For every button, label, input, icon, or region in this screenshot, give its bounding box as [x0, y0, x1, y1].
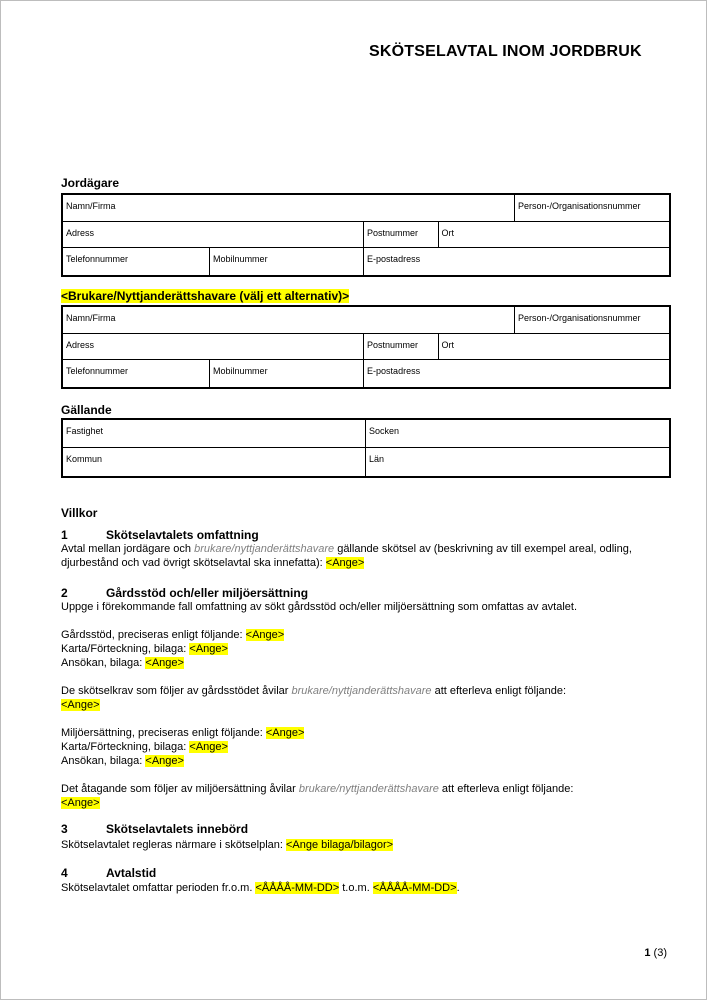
table-row [63, 307, 669, 334]
form-line [61, 726, 667, 740]
field-adress[interactable] [63, 334, 364, 360]
brukare-heading [61, 289, 349, 303]
field-epostadress[interactable] [364, 360, 669, 387]
ange-placeholder[interactable]: <Ange> [145, 755, 184, 767]
table-row [63, 195, 669, 222]
ange-placeholder[interactable]: <Ange> [189, 643, 228, 655]
field-label: Telefonnummer [66, 366, 129, 376]
body-text: . [456, 882, 460, 894]
body-text: t.o.m. [339, 882, 373, 894]
table-row [63, 448, 669, 476]
form-line [61, 740, 667, 754]
field-label: Postnummer [367, 227, 419, 238]
section-4-heading [61, 866, 156, 880]
body-line [61, 698, 667, 712]
field-person-org-nr[interactable] [515, 307, 669, 333]
section-number: 4 [61, 866, 68, 880]
brukare-heading-highlight: <Brukare/Nyttjanderättshavare (välj ett alternativ)> [61, 289, 350, 303]
field-label: E-postadress [367, 366, 421, 376]
ange-placeholder[interactable]: <Ange> [265, 727, 305, 739]
field-label: Fastighet [66, 426, 104, 436]
field-fastighet[interactable] [63, 420, 366, 447]
jordagare-table [61, 193, 671, 277]
field-socken[interactable] [366, 420, 669, 447]
line-label: Gårdsstöd, preciseras enligt följande: [61, 629, 246, 641]
body-text: gällande skötsel av (beskrivning av till exempel areal, odling, djurbestånd och vad övrigt skötselavtal ska innefatta): [61, 543, 632, 569]
field-label: Adress [66, 227, 95, 238]
gardsstod-krav-paragraph [61, 684, 667, 712]
field-postnummer[interactable] [364, 334, 439, 360]
ange-placeholder[interactable]: <Ange> [189, 741, 228, 753]
field-label: Ort [441, 227, 455, 238]
field-label: Namn/Firma [66, 201, 116, 211]
field-epostadress[interactable] [364, 248, 669, 275]
field-mobilnummer[interactable] [210, 360, 364, 387]
body-text: De skötselkrav som följer av gårdsstödet åvilar [61, 685, 292, 697]
body-text: att efterleva enligt följande: [431, 685, 567, 697]
jordagare-heading: Jordägare [61, 176, 120, 190]
section-title: Skötselavtalets innebörd [106, 822, 249, 836]
date-to-placeholder[interactable]: <ÅÅÅÅ-MM-DD> [372, 882, 457, 894]
body-text: att efterleva enligt följande: [438, 783, 574, 795]
line-label: Miljöersättning, preciseras enligt följande: [61, 727, 266, 739]
ange-placeholder[interactable]: <Ange> [61, 699, 100, 711]
page-number-footer [601, 947, 667, 959]
section-1-heading [61, 528, 259, 542]
field-label: Mobilnummer [213, 366, 268, 376]
field-label: Ort [441, 339, 455, 350]
miljo-lines [61, 726, 667, 768]
line-label: Ansökan, bilaga: [61, 657, 146, 669]
field-ort[interactable] [439, 334, 669, 360]
section-number: 3 [61, 822, 68, 836]
field-label: Län [369, 454, 385, 464]
field-label: Socken [369, 426, 400, 436]
field-label: Adress [66, 339, 95, 350]
body-text: Det åtagande som följer av miljöersättning åvilar [61, 783, 299, 795]
section-title: Avtalstid [106, 866, 157, 880]
line-label: Ansökan, bilaga: [61, 755, 146, 767]
section-number: 2 [61, 586, 68, 600]
section-3-body [61, 838, 667, 852]
field-label: Telefonnummer [66, 254, 129, 264]
body-line [61, 684, 667, 698]
line-label: Karta/Förteckning, bilaga: [61, 741, 190, 753]
field-label: Mobilnummer [213, 254, 268, 264]
field-lan[interactable] [366, 448, 669, 476]
section-1-body [61, 542, 667, 570]
page-total: (3) [653, 947, 667, 959]
field-label: Namn/Firma [66, 313, 116, 323]
field-telefonnummer[interactable] [63, 248, 210, 275]
field-postnummer[interactable] [364, 222, 439, 248]
field-label: Postnummer [367, 339, 419, 350]
body-text-italic: brukare/nyttjanderättshavare [194, 543, 335, 555]
body-text-italic: brukare/nyttjanderättshavare [298, 783, 439, 795]
form-line [61, 656, 667, 670]
ange-placeholder[interactable]: <Ange> [145, 657, 184, 669]
section-title: Gårdsstöd och/eller miljöersättning [106, 586, 309, 600]
field-mobilnummer[interactable] [210, 248, 364, 275]
table-row [63, 222, 669, 249]
form-line [61, 754, 667, 768]
line-label: Karta/Förteckning, bilaga: [61, 643, 190, 655]
body-text: Skötselavtalet omfattar perioden fr.o.m. [61, 882, 256, 894]
ange-placeholder[interactable]: <Ange> [61, 797, 100, 809]
field-kommun[interactable] [63, 448, 366, 476]
form-line [61, 628, 667, 642]
field-label: E-postadress [367, 254, 421, 264]
body-text: Skötselavtalet regleras närmare i skötselplan: [61, 839, 286, 851]
section-2-heading [61, 586, 308, 600]
table-row [63, 360, 669, 387]
field-person-org-nr[interactable] [515, 195, 669, 221]
document-title: SKÖTSELAVTAL INOM JORDBRUK [369, 43, 642, 60]
ange-placeholder[interactable]: <Ange bilaga/bilagor> [286, 839, 394, 851]
body-text: Avtal mellan jordägare och [61, 543, 195, 555]
field-ort[interactable] [439, 222, 669, 248]
field-namn-firma[interactable] [63, 307, 515, 333]
section-2-intro: Uppge i förekommande fall omfattning av sökt gårdsstöd och/eller miljöersättning som omfattas av avtalet. [61, 601, 578, 613]
body-line [61, 782, 667, 796]
field-adress[interactable] [63, 222, 364, 248]
body-text-italic: brukare/nyttjanderättshavare [291, 685, 432, 697]
section-title: Skötselavtalets omfattning [106, 528, 259, 542]
table-row [63, 420, 669, 448]
gardsstod-lines [61, 628, 667, 670]
field-namn-firma[interactable] [63, 195, 515, 221]
table-row [63, 334, 669, 361]
field-telefonnummer[interactable] [63, 360, 210, 387]
section-4-body [61, 881, 667, 895]
gallande-heading: Gällande [61, 403, 112, 417]
page-number: 1 [644, 947, 651, 959]
ange-placeholder[interactable]: <Ange> [245, 629, 285, 641]
gallande-table [61, 418, 671, 478]
field-label: Person-/Organisationsnummer [518, 313, 641, 323]
date-from-placeholder[interactable]: <ÅÅÅÅ-MM-DD> [255, 882, 340, 894]
form-line [61, 642, 667, 656]
ange-placeholder[interactable]: <Ange> [325, 557, 365, 569]
section-3-heading [61, 822, 248, 836]
villkor-heading: Villkor [61, 506, 98, 520]
section-number: 1 [61, 528, 68, 542]
brukare-table [61, 305, 671, 389]
body-line [61, 796, 667, 810]
field-label: Person-/Organisationsnummer [518, 201, 641, 211]
table-row [63, 248, 669, 275]
field-label: Kommun [66, 454, 103, 464]
miljo-krav-paragraph [61, 782, 667, 810]
